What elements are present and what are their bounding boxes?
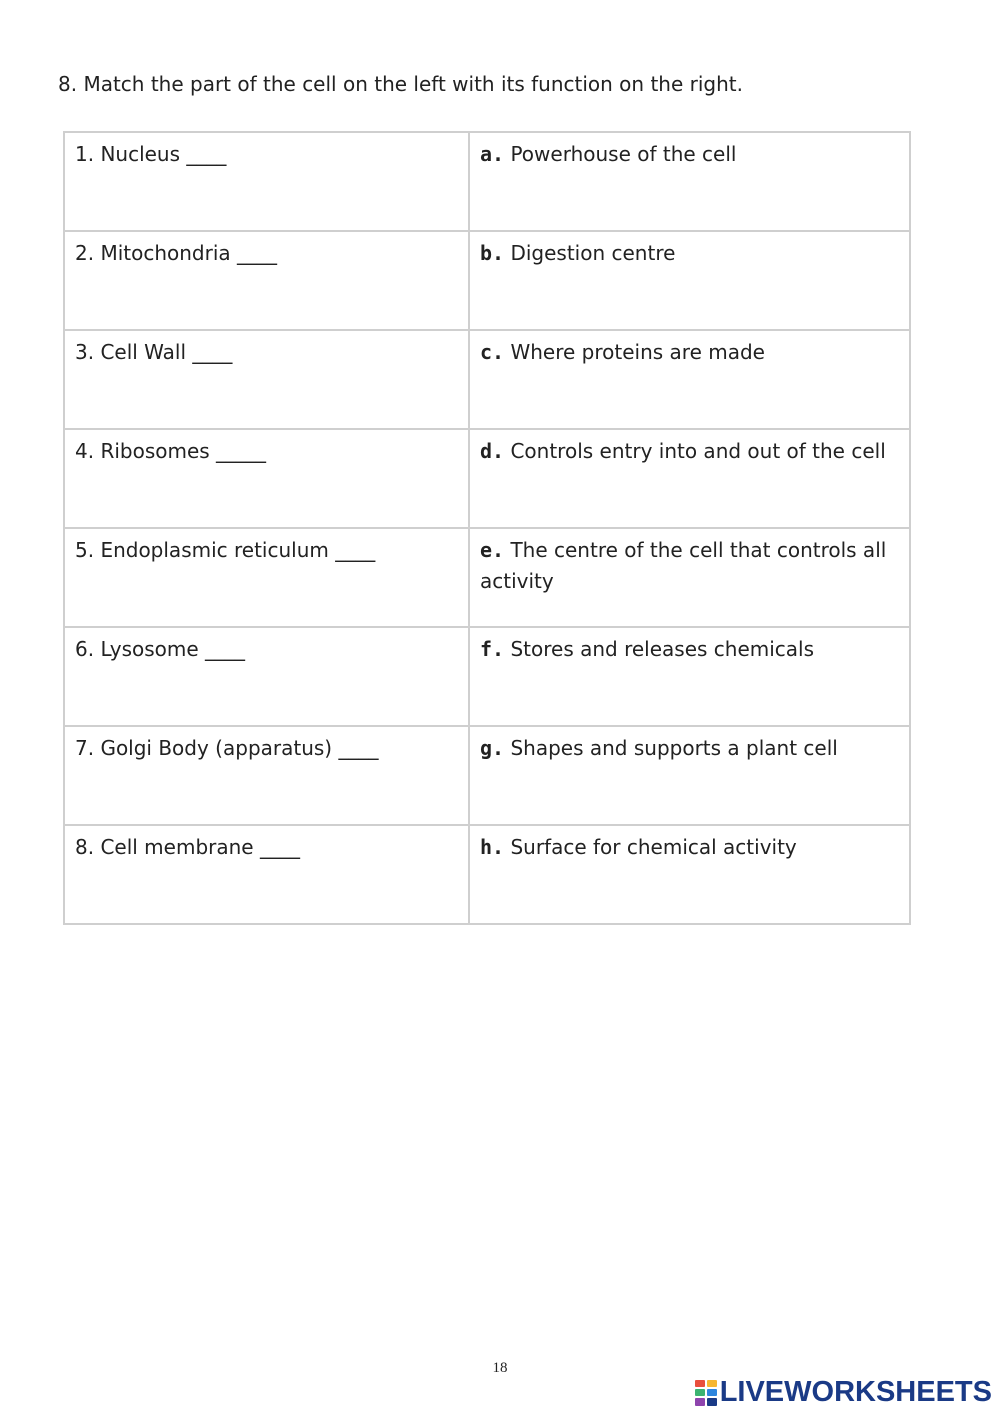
cell-part: 2. Mitochondria ____ bbox=[64, 231, 469, 330]
cell-part: 1. Nucleus ____ bbox=[64, 132, 469, 231]
function-text: Where proteins are made bbox=[510, 340, 765, 364]
function-letter: e. bbox=[480, 538, 505, 562]
function-letter: c. bbox=[480, 340, 505, 364]
cell-function bbox=[469, 627, 910, 726]
table-row bbox=[64, 231, 910, 330]
function-text: Stores and releases chemicals bbox=[510, 637, 815, 661]
cell-function bbox=[469, 132, 910, 231]
function-text: Controls entry into and out of the cell bbox=[510, 439, 886, 463]
cell-function bbox=[469, 330, 910, 429]
table-row bbox=[64, 726, 910, 825]
function-letter: b. bbox=[480, 241, 505, 265]
function-letter: f. bbox=[480, 637, 505, 661]
cell-part: 5. Endoplasmic reticulum ____ bbox=[64, 528, 469, 627]
cell-part: 8. Cell membrane ____ bbox=[64, 825, 469, 924]
table-row bbox=[64, 627, 910, 726]
matching-table bbox=[63, 131, 911, 925]
function-letter: d. bbox=[480, 439, 505, 463]
function-text: Powerhouse of the cell bbox=[510, 142, 737, 166]
cell-function bbox=[469, 429, 910, 528]
instruction-text: 8. Match the part of the cell on the left with its function on the right. bbox=[58, 72, 743, 96]
function-text: Surface for chemical activity bbox=[510, 835, 797, 859]
table-row bbox=[64, 429, 910, 528]
brand-name: LIVEWORKSHEETS bbox=[719, 1376, 992, 1408]
function-letter: g. bbox=[480, 736, 505, 760]
cell-function bbox=[469, 726, 910, 825]
page-number: 18 bbox=[492, 1360, 508, 1376]
liveworksheets-logo-icon bbox=[695, 1380, 717, 1406]
table-row bbox=[64, 528, 910, 627]
cell-function bbox=[469, 231, 910, 330]
table-row bbox=[64, 330, 910, 429]
function-text: Digestion centre bbox=[510, 241, 676, 265]
function-letter: h. bbox=[480, 835, 505, 859]
function-text: Shapes and supports a plant cell bbox=[510, 736, 838, 760]
cell-part: 7. Golgi Body (apparatus) ____ bbox=[64, 726, 469, 825]
table-row bbox=[64, 825, 910, 924]
cell-part: 6. Lysosome ____ bbox=[64, 627, 469, 726]
cell-function bbox=[469, 825, 910, 924]
function-letter: a. bbox=[480, 142, 505, 166]
cell-part: 4. Ribosomes _____ bbox=[64, 429, 469, 528]
table-row bbox=[64, 132, 910, 231]
brand-logo[interactable] bbox=[695, 1376, 992, 1409]
cell-function bbox=[469, 528, 910, 627]
cell-part: 3. Cell Wall ____ bbox=[64, 330, 469, 429]
function-text: The centre of the cell that controls all activity bbox=[480, 538, 887, 593]
